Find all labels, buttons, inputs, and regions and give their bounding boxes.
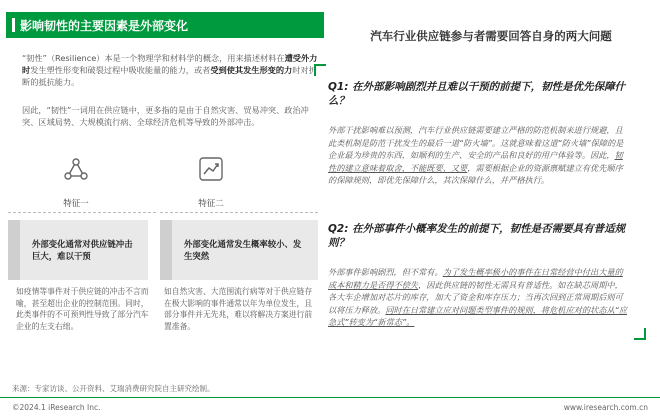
para1-bold-d: 受到使其发生形变的力 [210, 65, 293, 75]
para1-bold-b: 遭受外力时 [22, 53, 318, 75]
para1-text-a: “韧性”（Resilience）本是一个物理学和材料学的概念，用来描述材料在 [22, 53, 285, 63]
network-icon [63, 156, 89, 182]
answer1-text-c: ，需要根据企业的资源禀赋建立有优先顺序的保障规则，即优先保障什么，其次保障什么，并严格执行。 [328, 162, 623, 185]
feature1-box-text: 外部变化通常对供应链冲击巨大，难以干预 [32, 239, 133, 261]
answer1-underlined: 韧性的建立意味着取舍，不能既要、又要 [328, 150, 623, 173]
footer-url: www.iresearch.com.cn [563, 403, 648, 412]
answer2-underlined-b: 为了发生概率极小的事件在日常经营中付出大量的成本和精力是否得不偿失 [328, 267, 623, 290]
feature1-label: 特征一 [63, 199, 89, 209]
answer2-text-c: ，因此供应链的韧性无需具有普适性。如在缺芯周期中，各大车企增加对芯片的库存，加大了资金和库存压力；当再次回到正常周期后则可以将压力释放。 [328, 279, 623, 315]
feature2-label: 特征二 [198, 199, 224, 209]
feature2-description: 如自然灾害、大范围流行病等对于供应链存在极大影响的事件通常以年为单位发生，且部分事件并无先兆，难以将解决方案进行前置准备。 [164, 287, 313, 331]
para1-text-e: 时对折断的抵抗能力。 [22, 65, 317, 87]
answer-1 [328, 124, 630, 187]
source-note: 来源：专家访谈、公开资料、艾瑞消费研究院自主研究绘制。 [12, 384, 215, 393]
answer2-text-a: 外部事件影响剧烈，但不常有。 [328, 267, 443, 277]
left-section-title: 影响韧性的主要因素是外部变化 [20, 19, 189, 33]
question-1: Q1: 在外部影响剧烈并且难以干预的前提下，韧性是优先保障什么？ [328, 81, 626, 107]
feature2-box [172, 220, 318, 280]
answer1-text-a: 外部干扰影响难以预测，汽车行业供应链需要建立严格的防范机制来进行规避，且此类机制是防范干扰发生的最后一道“防火墙”。这就意味着这道“防火墙”保障的是企业最为珍贵的东西，如顺利的生产、安全的产品和良好的用户体验等。因此， [328, 125, 624, 160]
feature1-divider [8, 212, 156, 213]
bracket-top-left [314, 64, 326, 76]
header-accent-bar [12, 18, 15, 32]
feature1-description: 如疫情等事件对于供应链的冲击不言而喻，甚至超出企业的控制范围。同时，此类事件的不可预判性导致了部分汽车企业的左支右绌。 [16, 287, 149, 331]
feature2-box-text: 外部变化通常发生概率较小、发生突然 [184, 239, 302, 261]
feature1-box [20, 220, 148, 280]
resilience-supply-chain-paragraph: 因此，“韧性”一词用在供应链中，更多指的是由于自然灾害、贸易冲突、政治冲突、区域局势、大规模流行病、全球经济危机等导致的外部冲击。 [22, 105, 309, 127]
answer-2 [328, 266, 630, 329]
copyright: ©2024.1 iResearch Inc. [12, 403, 101, 412]
para1-text-c: 发生塑性形变和破裂过程中吸收能量的能力，或者 [30, 65, 211, 75]
question-2: Q2: 在外部事件小概率发生的前提下，韧性是否需要具有普适规则？ [328, 223, 626, 249]
answer2-underlined-d: 同时在日常建立应对问题类型事件的规则，将危机应对的状态从“应急式”转变为“新常态”。 [328, 304, 628, 327]
bracket-bottom-right [634, 328, 646, 340]
right-section-title: 汽车行业供应链参与者需要回答自身的两大问题 [370, 29, 612, 43]
footer-divider [0, 397, 660, 398]
feature1-shade-strip [8, 220, 20, 280]
resilience-definition-paragraph [22, 52, 318, 88]
trend-icon [198, 156, 224, 182]
feature2-shade-strip [160, 220, 172, 280]
left-section-header [6, 12, 324, 38]
feature2-divider [160, 212, 318, 213]
